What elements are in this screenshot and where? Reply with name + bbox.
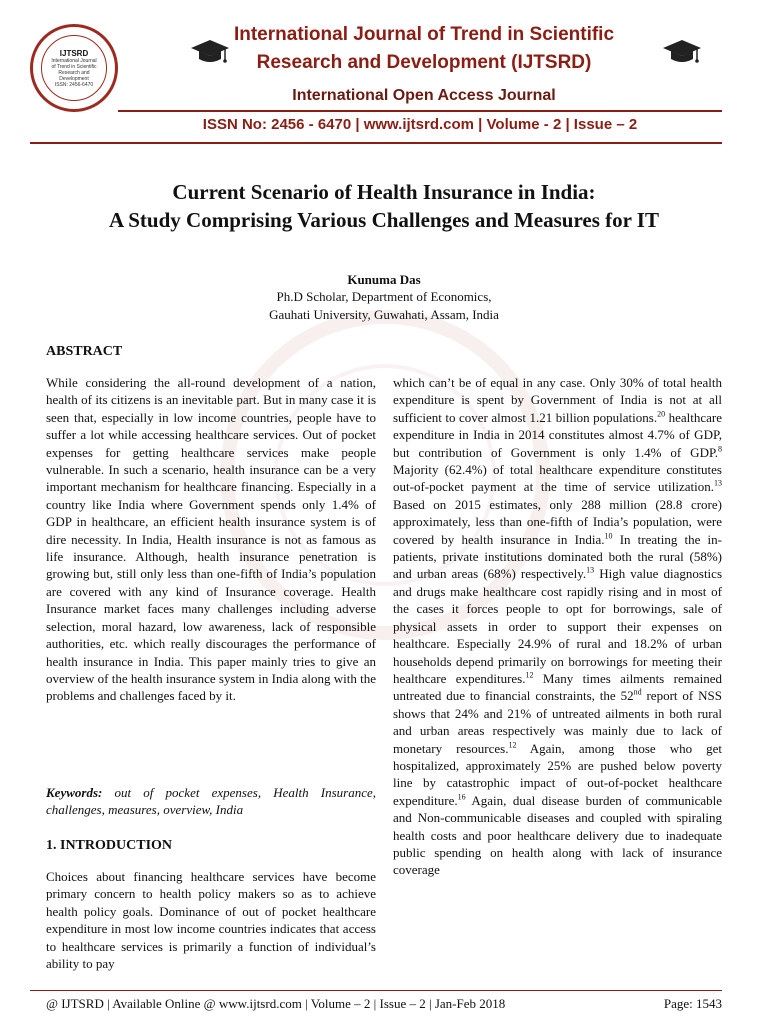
- text-segment: healthcare expenditure in India in 2014 constitutes almost 4.7% of GDP, but contribution of Government is only 1.4% of GDP.: [393, 409, 722, 460]
- citation-ref: 16: [457, 792, 466, 802]
- abstract-paragraph: While considering the all-round development of a nation, health of its citizens is an inevitable part. But in many case it is seen that, especially in low income countries, people have to suffer a lot while accessing healthcare services. Out of pocket expenses for getting healthcare services make people vulnerable. In such a scenario, health insurance can be a very important mechanism for healthcare financing. Especially in a country like India where Government spends only 1.4% of GDP in healthcare, an efficient health insurance system is of dire necessity. In India, Health insurance is not as famous as life insurance. Although, health insurance penetration is growing but, still only less than one-fifth of India’s population are covered with any kind of Insurance coverage. Health Insurance market faces many challenges including adverse selection, moral hazard, low awareness, lack of responsible authorities, etc. which really discourages the performance of health insurance in India. This paper mainly tries to give an overview of the health insurance system in India along with the problems and challenges faced by it.: [46, 375, 376, 704]
- citation-ref: 13: [714, 479, 722, 489]
- paper-title: [0, 178, 768, 234]
- text-segment: Again, dual disease burden of communicable and Non-communicable diseases and coupled with spiraling health costs and poor healthcare delivery due to inadequate public spending on health along with lack of insurance coverage: [393, 792, 722, 878]
- header-divider: [118, 110, 722, 112]
- citation-ref: 10: [604, 531, 613, 541]
- footer-citation: @ IJTSRD | Available Online @ www.ijtsrd.com | Volume – 2 | Issue – 2 | Jan-Feb 2018: [46, 996, 506, 1011]
- author-name: Kunuma Das: [347, 272, 421, 287]
- affiliation-line2: Gauhati University, Guwahati, Assam, India: [269, 307, 499, 322]
- keywords: [46, 784, 376, 819]
- text-segment: Many times ailments remained untreated due to financial constraints, the 52: [393, 670, 722, 704]
- citation-ref: 20: [657, 409, 666, 419]
- text-segment: report of NSS shows that 24% and 21% of untreated ailments in both rural and urban areas respectively was mainly due to lack of monetary resources.: [393, 688, 722, 756]
- page-number: Page: 1543: [663, 996, 722, 1011]
- citation-ref: 8: [718, 444, 722, 454]
- citation-ref: 12: [525, 670, 534, 680]
- text-segment: which can’t be of equal in any case. Only 30% of total health expenditure is spent by Government of India is not at all sufficient to cover almost 1.21 billion populations.: [393, 375, 722, 425]
- paper-title-line2: A Study Comprising Various Challenges and Measures for IT: [109, 208, 659, 232]
- keywords-value: out of pocket expenses, Health Insurance, challenges, measures, overview, India: [46, 785, 376, 818]
- right-column-text: [393, 374, 722, 879]
- text-segment: In treating the in-patients, private institutions dominated both the rural (58%) and urban areas (68%) respectively.: [393, 531, 723, 582]
- text-segment: Majority (62.4%) of total healthcare expenditure constitutes out-of-pocket payment at the time of service utilization.: [393, 462, 722, 495]
- seal-abbr: IJTSRD: [59, 48, 89, 58]
- journal-title-line1: International Journal of Trend in Scientific: [233, 24, 615, 45]
- issn-line: ISSN No: 2456 - 6470 | www.ijtsrd.com | Volume - 2 | Issue – 2: [202, 116, 638, 133]
- text-segment: Based on 2015 estimates, only 288 million (28.8 crore) approximately, less than one-fifth of India’s population, were covered by health insurance in India.: [393, 496, 722, 547]
- introduction-text: [46, 868, 376, 972]
- abstract-heading: ABSTRACT: [46, 344, 123, 359]
- citation-ref: 12: [508, 740, 517, 750]
- seal-line1: International Journal: [51, 57, 97, 64]
- introduction-paragraph: Choices about financing healthcare services have become primary concern to health policy makers so as to achieve health policy goals. Dominance of out of pocket healthcare expenditure in most low income countries indicates that access to healthcare services is primarily a function of individual’s ability to pay: [46, 869, 376, 972]
- text-segment: Again, among those who get hospitalized, approximately 25% are pushed below poverty line by catastrophic impact of out-of-pocket healthcare expenditure.: [393, 740, 722, 808]
- citation-ref: 13: [586, 566, 595, 576]
- seal-line2: of Trend in Scientific: [51, 63, 97, 70]
- seal-line3: Research and: [58, 69, 90, 76]
- journal-title-line2: Research and Development (IJTSRD): [256, 52, 592, 73]
- seal-issn: ISSN: 2456-6470: [54, 81, 94, 88]
- text-segment: High value diagnostics and drugs make healthcare cost rapidly rising and in most of the cases it forces people to opt for borrowings, sale of physical assets in order to support their expenses on healthcare. Especially 24.9% of rural and 18.2% of urban households depend primarily on borrowings for meeting their healthcare expenditures.: [393, 566, 723, 686]
- right-column-paragraph: [393, 374, 722, 879]
- author-affiliation: [0, 288, 768, 324]
- ordinal-suffix: nd: [633, 687, 642, 697]
- footer-divider: [30, 990, 722, 991]
- journal-subtitle: International Open Access Journal: [292, 87, 556, 104]
- seal-line4: Development: [59, 75, 89, 82]
- keywords-label: Keywords:: [46, 785, 103, 800]
- paper-title-line1: Current Scenario of Health Insurance in India:: [172, 180, 596, 204]
- affiliation-line1: Ph.D Scholar, Department of Economics,: [276, 289, 492, 304]
- header-divider: [30, 142, 722, 144]
- introduction-heading: 1. INTRODUCTION: [46, 838, 173, 853]
- abstract-text: [46, 374, 376, 705]
